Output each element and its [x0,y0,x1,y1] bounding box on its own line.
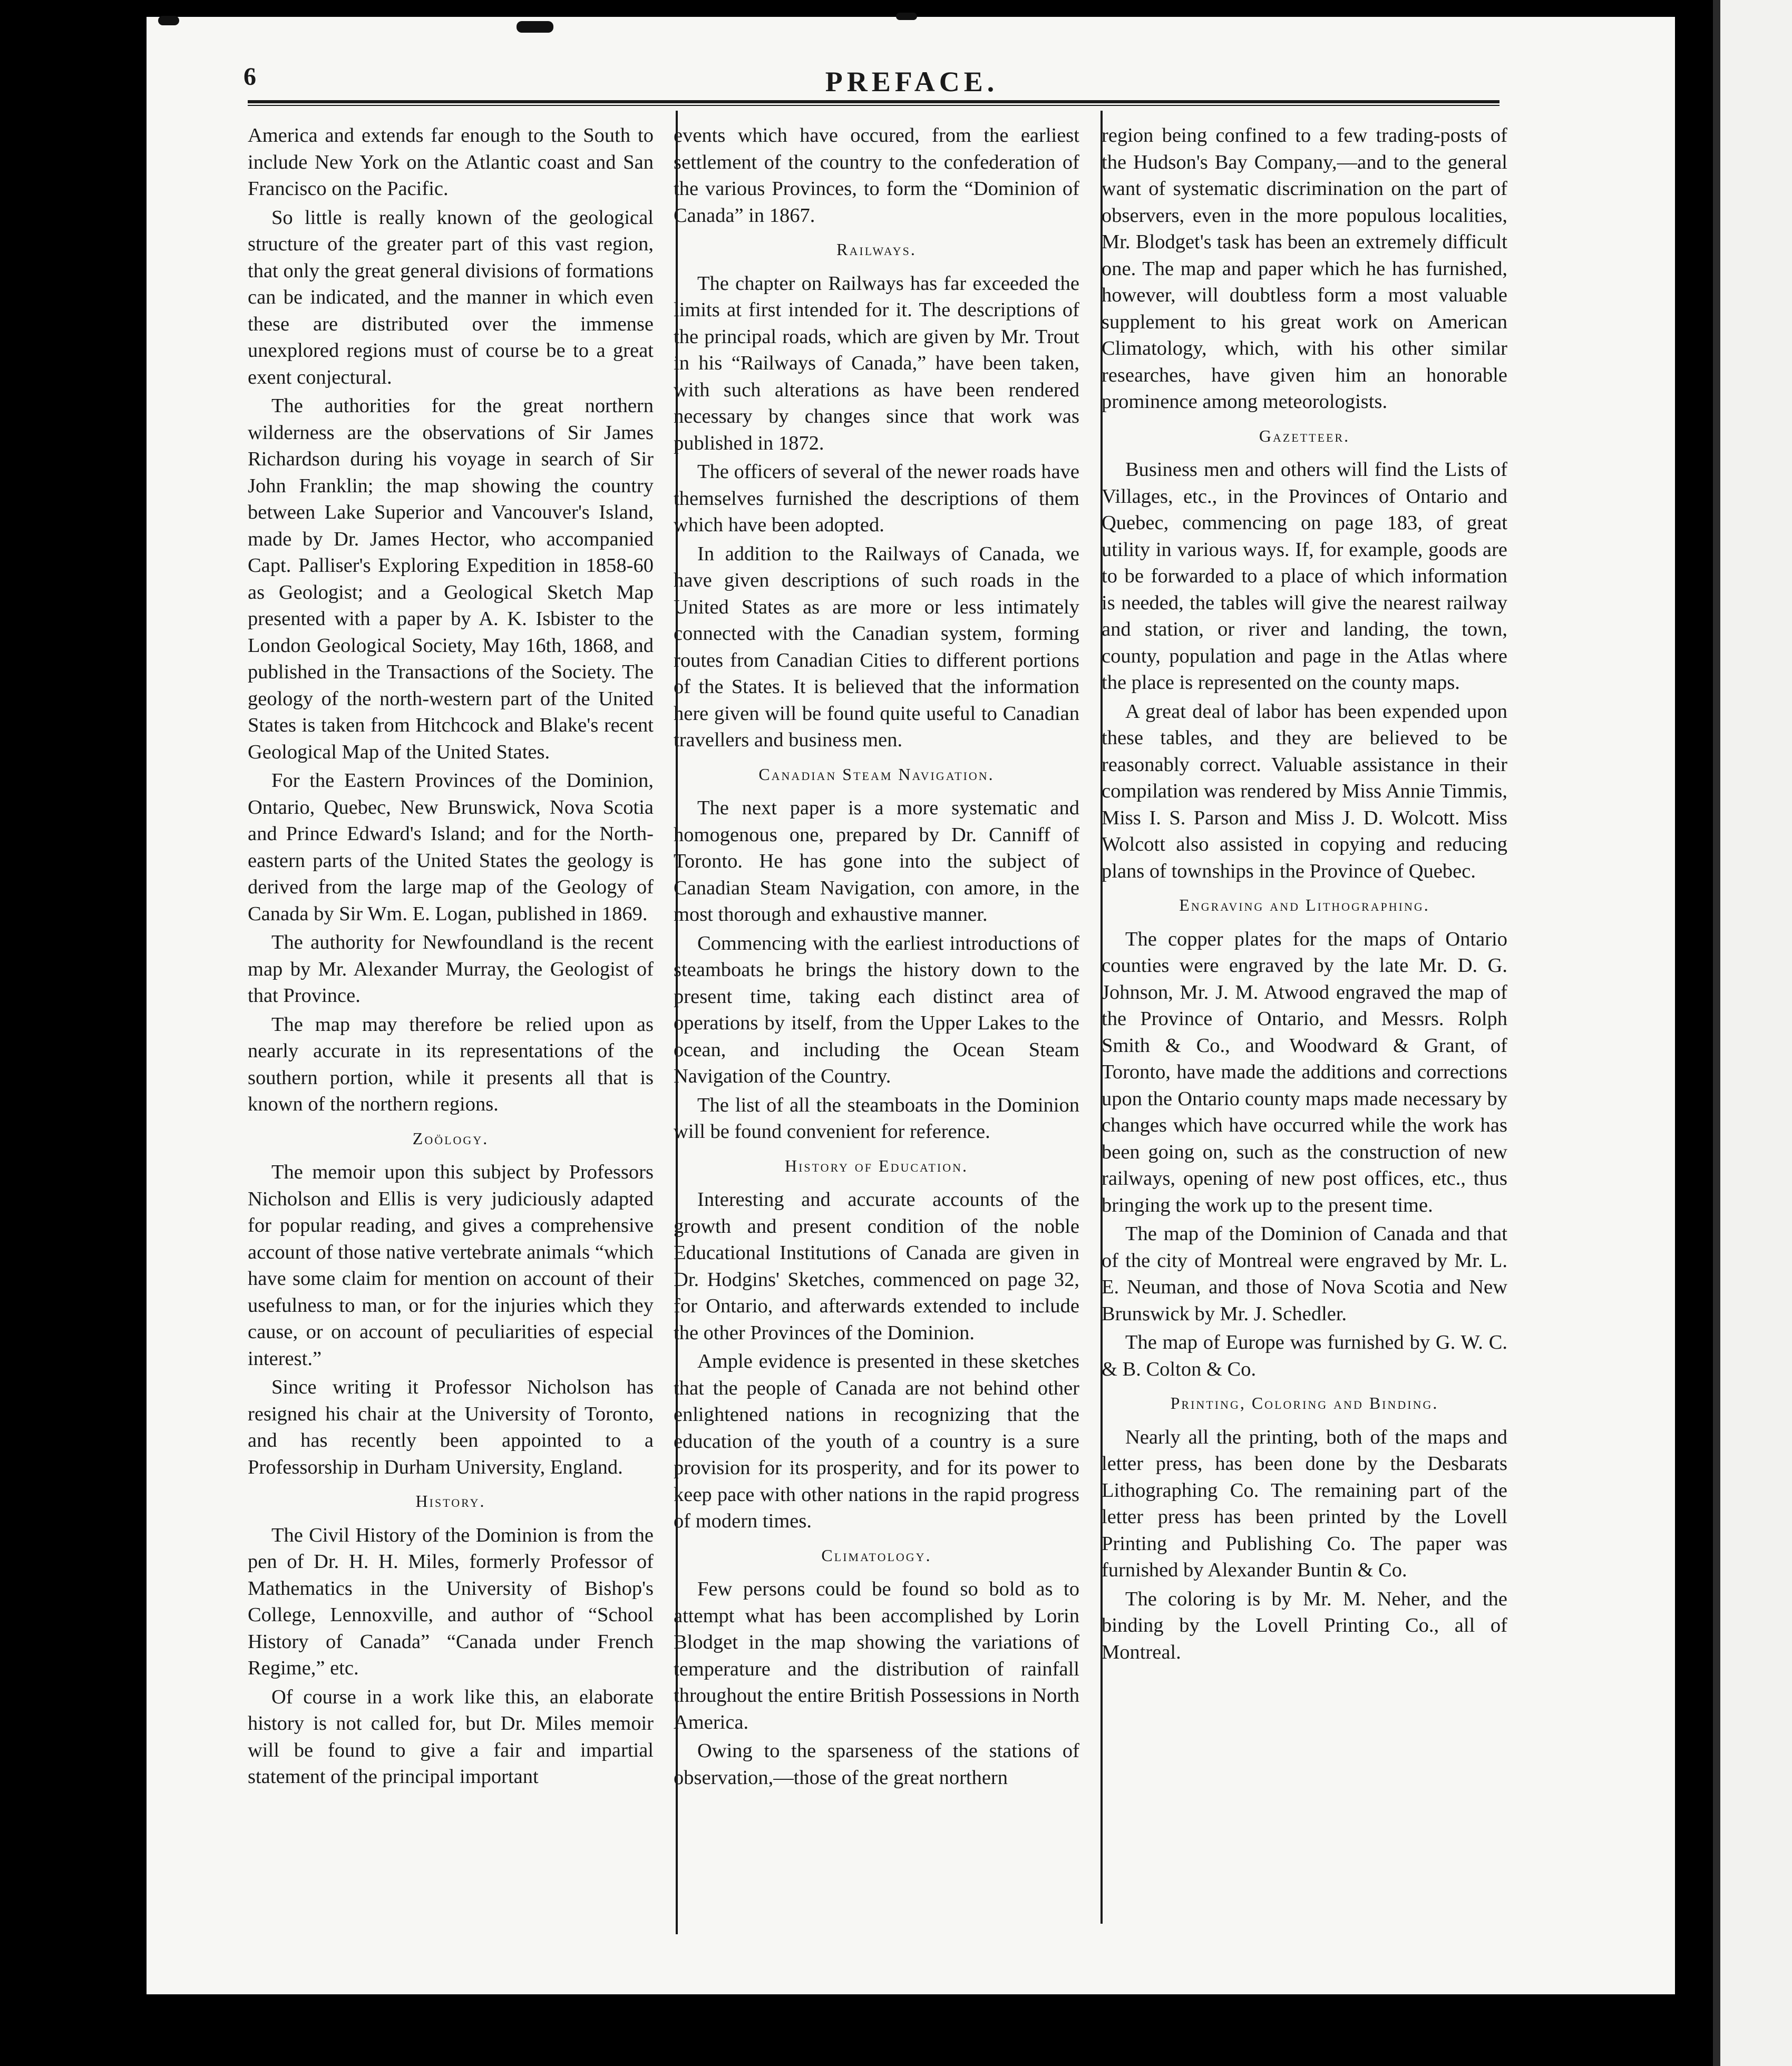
paragraph: Interesting and accurate accounts of the growth and present condition of the noble Educational Institutions of Canada are given in Dr. Hodgins' Sketches, commenced on page 32, for Ontario, and afterwards extended to include the other Provinces of the Dominion. [674,1188,1079,1344]
section-heading: Railways. [836,240,917,259]
ink-smudge [896,13,917,20]
section-heading: History of Education. [784,1156,969,1175]
ink-smudge [517,21,553,33]
paragraph: The chapter on Railways has far exceeded the limits at first intended for it. The descriptions of the principal roads, which are given by Mr. Trout in his “Railways of Canada,” have been taken, with such alterations as have been rendered necessary by changes since that work was published in 1872. [674,272,1079,454]
paragraph: The copper plates for the maps of Ontario counties were engraved by the late Mr. D. G. Johnson, Mr. J. M. Atwood engraved the map of the Province of Ontario, and Messrs. Rolph Smith & Co., and Woodward & Grant, of Toronto, have made the additions and corrections upon the Ontario county maps made necessary by changes which have occurred while the work has been going on, such as the construction of new railways, opening of new post offices, etc., thus bringing the work up to the present time. [1102,928,1507,1216]
text-column-middle [674,122,1079,1793]
section-heading: History. [415,1492,486,1510]
paragraph: events which have occured, from the earliest settlement of the country to the confederation of the various Provinces, to form the “Dominion of Canada” in 1867. [674,124,1079,227]
paragraph: Of course in a work like this, an elaborate history is not called for, but Dr. Miles memoir will be found to give a fair and impartial statement of the principal important [248,1685,654,1788]
paragraph: Since writing it Professor Nicholson has resigned his chair at the University of Toronto, and has recently been appointed to a Professorship in Durham University, England. [248,1376,654,1478]
section-heading: Canadian Steam Navigation. [758,764,995,784]
page-number: 6 [244,63,256,91]
adjacent-page-edge [1713,0,1792,2066]
paragraph: The coloring is by Mr. M. Neher, and the binding by the Lovell Printing Co., all of Montreal. [1102,1587,1507,1663]
paragraph: region being confined to a few trading-posts of the Hudson's Bay Company,—and to the general want of systematic discrimination on the part of observers, even in the more populous localities, Mr. Blodget's task has been an extremely difficult one. The map and paper which he has furnished, however, will doubtless form a most valuable supplement to his great work on American Climatology, which, with his other similar researches, have given him an honorable prominence among meteorologists. [1102,124,1507,413]
section-heading: Engraving and Lithographing. [1179,895,1430,914]
paragraph: For the Eastern Provinces of the Dominion, Ontario, Quebec, New Brunswick, Nova Scotia and Prince Edward's Island; and for the North-eastern parts of the United States the geology is derived from the large map of the Geology of Canada by Sir Wm. E. Logan, published in 1869. [248,769,654,925]
ink-smudge [158,16,179,25]
text-column-right [1102,122,1507,1668]
paragraph: The authority for Newfoundland is the recent map by Mr. Alexander Murray, the Geologist of that Province. [248,931,654,1007]
section-heading: Gazetteer. [1259,426,1350,445]
paragraph: Business men and others will find the Lists of Villages, etc., in the Provinces of Ontario and Quebec, commencing on page 183, of great utility in various ways. If, for example, goods are to be forwarded to a place of which information is needed, the tables will give the nearest railway and station, or river and landing, the town, county, population and page in the Atlas where the place is represented on the county maps. [1102,459,1507,694]
paragraph: Owing to the sparseness of the stations of observation,—those of the great northern [674,1740,1079,1789]
paragraph: The memoir upon this subject by Professors Nicholson and Ellis is very judiciously adapted for popular reading, and gives a comprehensive account of those native vertebrate animals “which have some claim for mention on account of their usefulness to man, or for the injuries which they cause, or on account of peculiarities of especial interest.” [248,1161,654,1370]
paragraph: A great deal of labor has been expended upon these tables, and they are believed to be reasonably correct. Valuable assistance in their compilation was rendered by Miss Annie Timmis, Miss I. S. Parson and Miss J. D. Wolcott. Miss Wolcott also assisted in copying and reducing plans of townships in the Province of Quebec. [1102,700,1507,882]
paragraph: The Civil History of the Dominion is from the pen of Dr. H. H. Miles, formerly Professor of Mathematics in the University of Bishop's College, Lennoxville, and author of “School History of Canada” “Canada under French Regime,” etc. [248,1524,654,1679]
paragraph: The authorities for the great northern wilderness are the observations of Sir James Richardson during his voyage in search of Sir John Franklin; the map showing the country between Lake Superior and Vancouver's Island, made by Dr. James Hector, who accompanied Capt. Palliser's Exploring Expedition in 1858-60 as Geologist; and a Geological Sketch Map presented with a paper by A. K. Isbister to the London Geological Society, May 16th, 1868, and published in the Transactions of the Society. The geology of the north-western part of the United States is taken from Hitchcock and Blake's recent Geological Map of the United States. [248,395,654,763]
paragraph: So little is really known of the geological structure of the greater part of this vast region, that only the great general divisions of formations can be indicated, and the manner in which even these are distributed over the immense unexplored regions must of course be to a great exent conjectural. [248,206,654,388]
paragraph: Ample evidence is presented in these sketches that the people of Canada are not behind other enlightened nations in recognizing that the education of the youth of a country is a sure provision for its prosperity, and for its power to keep pace with other nations in the rapid progress of modern times. [674,1350,1079,1532]
text-column-left [248,122,654,1792]
section-heading: Zoölogy. [412,1128,489,1148]
running-head: PREFACE. [825,66,999,98]
paragraph: The map of the Dominion of Canada and that of the city of Montreal were engraved by Mr. L. E. Neuman, and those of Nova Scotia and New Brunswick by Mr. J. Schedler. [1102,1223,1507,1325]
paragraph: The list of all the steamboats in the Dominion will be found convenient for reference. [674,1094,1079,1143]
paragraph: Few persons could be found so bold as to attempt what has been accomplished by Lorin Blodget in the map showing the variations of temperature and the distribution of rainfall throughout the entire British Possessions in North America. [674,1578,1079,1733]
header-rule [248,100,1499,103]
section-heading: Climatology. [821,1545,932,1565]
section-heading: Printing, Coloring and Binding. [1170,1393,1439,1412]
paragraph: The map may therefore be relied upon as nearly accurate in its representations of the southern portion, while it presents all that is known of the northern regions. [248,1013,654,1115]
paragraph: Nearly all the printing, both of the maps and letter press, has been done by the Desbarats Lithographing Co. The remaining part of the letter press has been printed by the Lovell Printing and Publishing Co. The paper was furnished by Alexander Buntin & Co. [1102,1426,1507,1581]
paragraph: In addition to the Railways of Canada, we have given descriptions of such roads in the United States as are more or less intimately connected with the Canadian system, forming routes from Canadian Cities to different portions of the States. It is believed that the information here given will be found quite useful to Canadian travellers and business men. [674,542,1079,751]
paragraph: Commencing with the earliest introductions of steamboats he brings the history down to the present time, taking each distinct area of operations by itself, from the Upper Lakes to the ocean, and including the Ocean Steam Navigation of the Country. [674,932,1079,1087]
paragraph: The next paper is a more systematic and homogenous one, prepared by Dr. Canniff of Toronto. He has gone into the subject of Canadian Steam Navigation, con amore, in the most thorough and exhaustive manner. [674,797,1079,925]
header-rule-thin [248,105,1499,106]
paragraph: The officers of several of the newer roads have themselves furnished the descriptions of them which have been adopted. [674,461,1079,536]
paragraph: The map of Europe was furnished by G. W. C. & B. Colton & Co. [1102,1331,1507,1380]
paragraph: America and extends far enough to the South to include New York on the Atlantic coast and San Francisco on the Pacific. [248,124,654,200]
